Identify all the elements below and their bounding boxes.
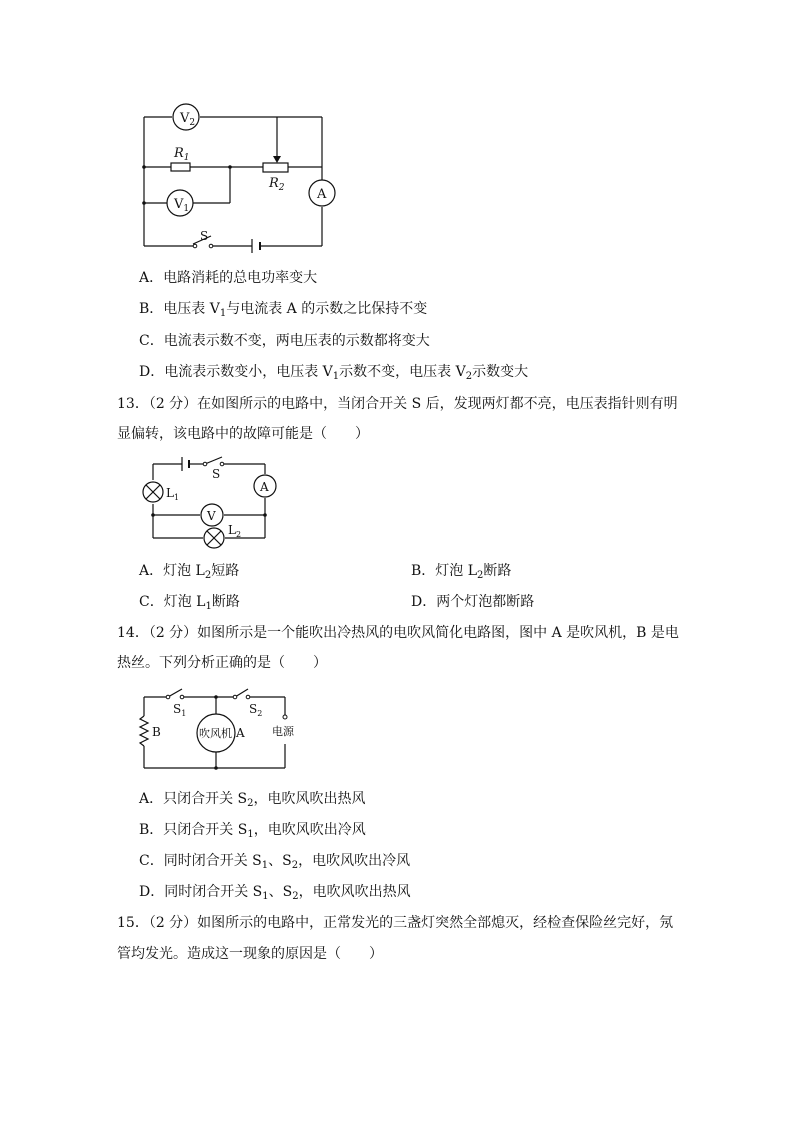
q12-option-b: B．电压表 $V_1$与电流表 A 的示数之比保持不变	[139, 301, 428, 319]
q14-power-label: 电源	[272, 725, 294, 738]
q15-stem-line1: 15．（2 分）如图所示的电路中，正常发光的三盏灯突然全部熄灭，经检查保险丝完好，氖	[117, 915, 674, 931]
q12-option-a: A．电路消耗的总电功率变大	[139, 270, 318, 286]
q14-s1-label: $S_1$	[173, 702, 187, 718]
q14-option-b: B．只闭合开关 $S_1$，电吹风吹出冷风	[139, 822, 366, 840]
q13-ammeter-label: A	[260, 480, 269, 494]
q13-stem-line2: 显偏转，该电路中的故障可能是（ ）	[117, 426, 369, 442]
q14-option-c: C．同时闭合开关 $S_1$、$S_2$，电吹风吹出冷风	[139, 853, 411, 871]
q13-switch-label: S	[212, 467, 221, 481]
q14-stem-line2: 热丝。下列分析正确的是（ ）	[117, 655, 327, 671]
q13-option-b: B．灯泡 $L_2$断路	[411, 563, 512, 581]
q12-r2-label: $R_2$	[269, 176, 285, 193]
q13-l2-label: $L_2$	[228, 523, 242, 539]
q14-motor-label: 吹风机	[199, 727, 232, 740]
q13-stem-line1: 13．（2 分）在如图所示的电路中，当闭合开关 S 后，发现两灯都不亮，电压表指针则有明	[117, 396, 678, 412]
q13-option-c: C．灯泡 $L_1$断路	[139, 594, 240, 612]
q12-ammeter-label: A	[317, 187, 327, 202]
q13-option-a: A．灯泡 $L_2$短路	[139, 563, 240, 581]
q13-option-d: D．两个灯泡都断路	[411, 594, 535, 610]
q14-s2-label: $S_2$	[249, 702, 263, 718]
q14-heater-label: B	[152, 725, 161, 739]
q12-v2-label: $V_2$	[180, 111, 196, 128]
q14-option-a: A．只闭合开关 $S_2$，电吹风吹出热风	[139, 791, 366, 809]
q13-l1-label: $L_1$	[166, 486, 180, 502]
q12-r1-label: $R_1$	[174, 146, 190, 163]
q12-option-d: D．电流表示数变小，电压表 $V_1$示数不变，电压表 $V_2$示数变大	[139, 364, 529, 382]
q15-stem-line2: 管均发光。造成这一现象的原因是（ ）	[117, 946, 383, 962]
q14-option-d: D．同时闭合开关 $S_1$、$S_2$，电吹风吹出热风	[139, 884, 411, 902]
q12-v1-label: $V_1$	[174, 197, 190, 214]
q12-switch-label: S	[200, 229, 209, 243]
q14-a-label: A	[236, 726, 245, 740]
q12-option-c: C．电流表示数不变，两电压表的示数都将变大	[139, 333, 430, 349]
q14-stem-line1: 14．（2 分）如图所示是一个能吹出冷热风的电吹风简化电路图，图中 A 是吹风机，B 是电	[117, 625, 679, 641]
q13-voltmeter-label: V	[207, 509, 216, 523]
